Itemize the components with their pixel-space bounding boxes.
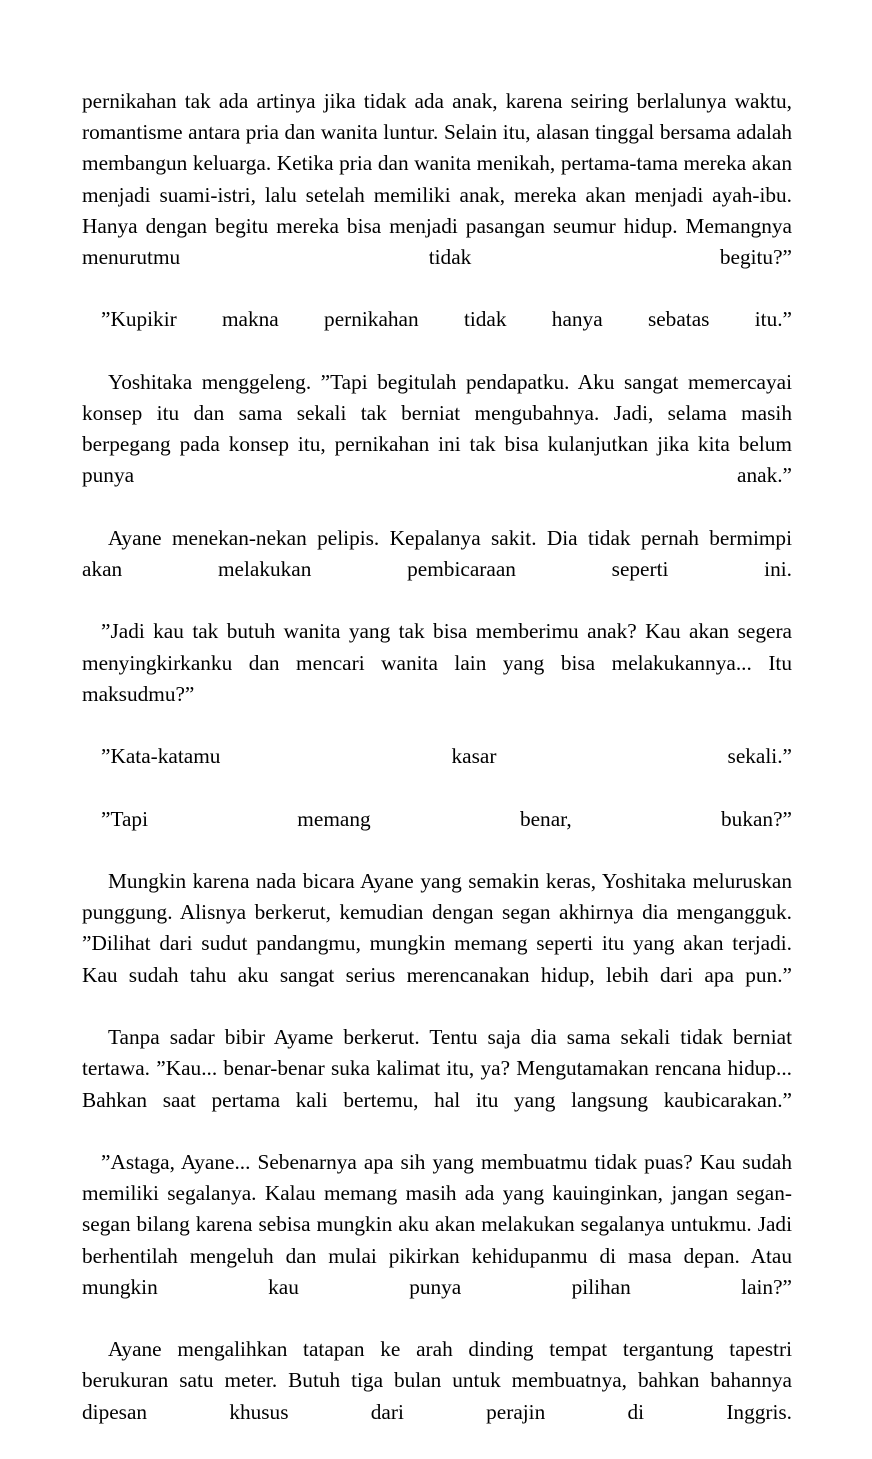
paragraph: Mungkin karena nada bicara Ayane yang semakin keras, Yoshitaka meluruskan punggung. Alisnya berkerut, kemudian dengan segan akhirnya dia mengangguk. ”Dilihat dari sudut pandangmu, mungkin memang seperti itu yang akan terjadi. Kau sudah tahu aku sangat serius merencanakan hidup, lebih dari apa pun.” xyxy=(82,869,792,987)
paragraph: Tanpa sadar bibir Ayame berkerut. Tentu saja dia sama sekali tidak berniat tertawa. ”Kau... benar-benar suka kalimat itu, ya? Mengutamakan rencana hidup... Bahkan saat pertama kali bertemu, hal itu yang langsung kaubicarakan.” xyxy=(82,1025,792,1112)
paragraph: pernikahan tak ada artinya jika tidak ada anak, karena seiring berlalunya waktu, romantisme antara pria dan wanita luntur. Selain itu, alasan tinggal bersama adalah membangun keluarga. Ketika pria dan wanita menikah, pertama-tama mereka akan menjadi suami-istri, lalu setelah memiliki anak, mereka akan menjadi ayah-ibu. Hanya dengan begitu mereka bisa menjadi pasangan seumur hidup. Memangnya menurutmu tidak begitu?” xyxy=(82,89,792,270)
paragraph: Ayane mengalihkan tatapan ke arah dinding tempat tergantung tapestri berukuran satu meter. Butuh tiga bulan untuk membuatnya, bahkan bahannya dipesan khusus dari perajin di Inggris. xyxy=(82,1337,792,1424)
paragraph: ”Kupikir makna pernikahan tidak hanya sebatas itu.” xyxy=(101,307,792,332)
page-text-body xyxy=(82,86,792,1459)
watermark-layer xyxy=(0,0,60,1294)
paragraph: Ayane menekan-nekan pelipis. Kepalanya sakit. Dia tidak pernah bermimpi akan melakukan pembicaraan seperti ini. xyxy=(82,525,792,582)
paragraph: ”Jadi kau tak butuh wanita yang tak bisa memberimu anak? Kau akan segera menyingkirkanku dan mencari wanita lain yang bisa melakukannya... Itu maksudmu?” xyxy=(82,619,792,706)
paragraph: ”Astaga, Ayane... Sebenarnya apa sih yang membuatmu tidak puas? Kau sudah memiliki segalanya. Kalau memang masih ada yang kauinginkan, jangan segan-segan bilang karena sebisa mungkin aku akan melakukan segalanya untukmu. Jadi berhentilah mengeluh dan mulai pikirkan kehidupanmu di masa depan. Atau mungkin kau punya pilihan lain?” xyxy=(82,1149,792,1299)
paragraph: ”Tapi memang benar, bukan?” xyxy=(101,806,792,831)
paragraph: Yoshitaka menggeleng. ”Tapi begitulah pendapatku. Aku sangat memercayai konsep itu dan sama sekali tak berniat mengubahnya. Jadi, selama masih berpegang pada konsep itu, pernikahan ini tak bisa kulanjutkan jika kita belum punya anak.” xyxy=(82,369,792,488)
paragraph: ”Kata-katamu kasar sekali.” xyxy=(101,744,792,769)
